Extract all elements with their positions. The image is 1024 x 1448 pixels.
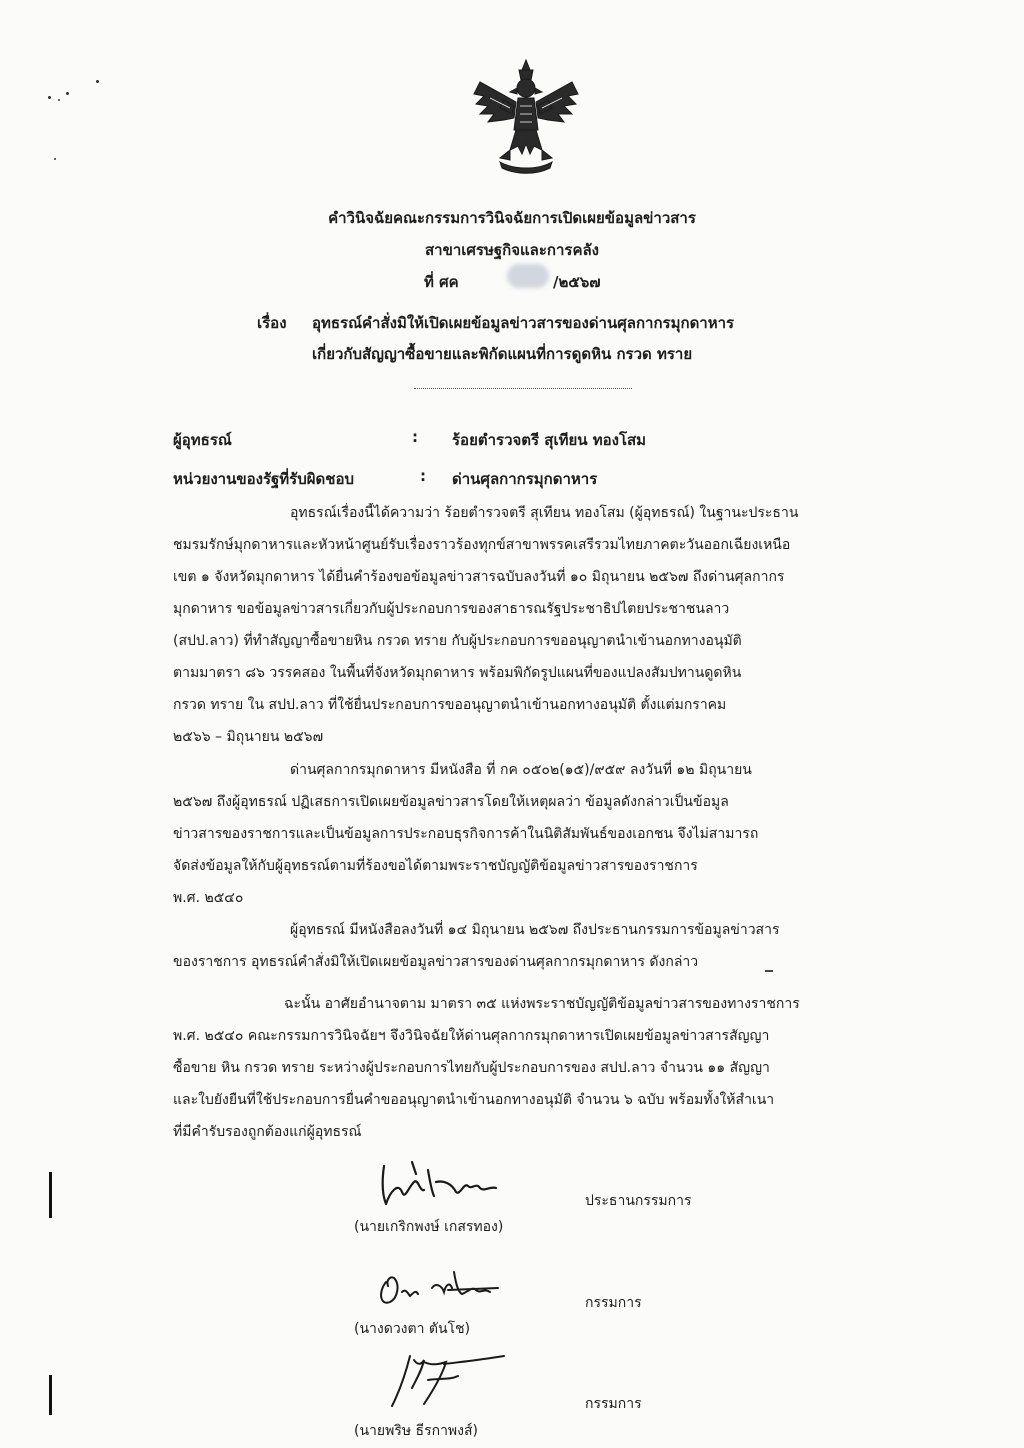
chairman-name: (นายเกริกพงษ์ เกสรทอง): [354, 1219, 504, 1235]
scan-speck: [96, 80, 99, 83]
paragraph-line: จัดส่งข้อมูลให้กับผู้อุทธรณ์ตามที่ร้องขอได้ตามพระราชบัญญัติข้อมูลข่าวสารของราชการ: [173, 858, 698, 874]
document-subtitle: สาขาเศรษฐกิจและการคลัง: [424, 241, 600, 259]
scan-speck: [58, 99, 60, 101]
appellant-name: ร้อยตำรวจตรี สุเทียน ทองโสม: [452, 431, 647, 449]
redacted-number: [507, 264, 549, 288]
reference-suffix: /๒๕๖๗: [553, 273, 601, 291]
paragraph-line: ชมรมรักษ์มุกดาหารและหัวหน้าศูนย์รับเรื่องราวร้องทุกข์สาขาพรรคเสรีรวมไทยภาคตะวันออกเฉียงเหนือ: [173, 537, 791, 553]
member-role: กรรมการ: [585, 1396, 642, 1412]
paragraph-line: พ.ศ. ๒๕๔๐ คณะกรรมการวินิจฉัยฯ จึงวินิจฉัยให้ด่านศุลกากรมุกดาหารเปิดเผยข้อมูลข่าวสารสัญญา: [173, 1028, 770, 1044]
paragraph-line: ข่าวสารของราชการและเป็นข้อมูลการประกอบธุรกิจการค้าในนิติสัมพันธ์ของเอกชน จึงไม่สามารถ: [173, 826, 759, 842]
paragraph-line: และใบยังยืนที่ใช้ประกอบการยื่นคำขออนุญาตนำเข้านอกทางอนุมัติ จำนวน ๖ ฉบับ พร้อมทั้งให้สำเนา: [173, 1092, 775, 1108]
paragraph-line: มุกดาหาร ขอข้อมูลข่าวสารเกี่ยวกับผู้ประกอบการของสาธารณรัฐประชาธิปไตยประชาชนลาว: [173, 601, 730, 617]
paragraph-line: ด่านศุลกากรมุกดาหาร มีหนังสือ ที่ กค ๐๕๐๒(๑๕)/๙๕๙ ลงวันที่ ๑๒ มิถุนายน: [290, 762, 752, 778]
garuda-emblem-icon: [470, 58, 582, 176]
paragraph-line: ผู้อุทธรณ์ มีหนังสือลงวันที่ ๑๔ มิถุนายน ๒๕๖๗ ถึงประธานกรรมการข้อมูลข่าวสาร: [290, 922, 780, 938]
chairman-signature: [372, 1152, 522, 1212]
scan-speck: [66, 92, 69, 95]
member-name: (นายพริษ ธีรกาพงส์): [354, 1423, 478, 1439]
paragraph-line: กรวด ทราย ใน สปป.ลาว ที่ใช้ยื่นประกอบการขออนุญาตนำเข้านอกทางอนุมัติ ตั้งแต่มกราคม: [173, 697, 727, 713]
paragraph-line: ๒๕๖๖ – มิถุนายน ๒๕๖๗: [173, 729, 324, 745]
divider: [414, 388, 632, 389]
paragraph-line: ฉะนั้น อาศัยอำนาจตาม มาตรา ๓๕ แห่งพระราชบัญญัติข้อมูลข่าวสารของทางราชการ: [284, 996, 800, 1012]
appellant-label: ผู้อุทธรณ์: [173, 431, 232, 449]
scan-edge-mark: [49, 1375, 52, 1415]
agency-colon: :: [420, 467, 426, 485]
paragraph-line: ของราชการ อุทธรณ์คำสั่งมิให้เปิดเผยข้อมูลข่าวสารของด่านศุลกากรมุกดาหาร ดังกล่าว: [173, 954, 699, 970]
chairman-role: ประธานกรรมการ: [585, 1193, 692, 1209]
paragraph-line: ซื้อขาย หิน กรวด ทราย ระหว่างผู้ประกอบการไทยกับผู้ประกอบการของ สปป.ลาว จำนวน ๑๑ สัญญา: [173, 1060, 770, 1076]
member-signature: [384, 1352, 514, 1410]
paragraph-line: ตามมาตรา ๘๖ วรรคสอง ในพื้นที่จังหวัดมุกดาหาร พร้อมพิกัดรูปแผนที่ของแปลงสัมปทานดูดหิน: [173, 665, 742, 681]
paragraph-line: (สปป.ลาว) ที่ทำสัญญาซื้อขายหิน กรวด ทราย กับผู้ประกอบการขออนุญาตนำเข้านอกทางอนุมัติ: [173, 633, 742, 649]
scan-mark: [765, 970, 773, 972]
paragraph-line: พ.ศ. ๒๕๔๐: [173, 890, 244, 906]
member-name: (นางดวงตา ตันโช): [354, 1321, 471, 1337]
appellant-colon: :: [412, 428, 418, 446]
member-signature: [372, 1262, 522, 1312]
paragraph-line: เขต ๑ จังหวัดมุกดาหาร ได้ยื่นคำร้องขอข้อมูลข่าวสารฉบับลงวันที่ ๑๐ มิถุนายน ๒๕๖๗ ถึงด่านศุลกากร: [173, 569, 785, 585]
document-title: คำวินิจฉัยคณะกรรมการวินิจฉัยการเปิดเผยข้อมูลข่าวสาร: [328, 209, 696, 227]
agency-name: ด่านศุลกากรมุกดาหาร: [452, 470, 598, 488]
reference-prefix: ที่ ศค: [424, 273, 459, 291]
scan-speck: [54, 158, 56, 160]
agency-label: หน่วยงานของรัฐที่รับผิดชอบ: [173, 470, 354, 488]
paragraph-line: ๒๕๖๗ ถึงผู้อุทธรณ์ ปฏิเสธการเปิดเผยข้อมูลข่าวสารโดยให้เหตุผลว่า ข้อมูลดังกล่าวเป็นข้อมูล: [173, 794, 729, 810]
scan-edge-mark: [49, 1172, 52, 1218]
paragraph-line: ที่มีคำรับรองถูกต้องแก่ผู้อุทธรณ์: [173, 1124, 362, 1140]
subject-label: เรื่อง: [257, 314, 287, 332]
subject-line-1: อุทธรณ์คำสั่งมิให้เปิดเผยข้อมูลข่าวสารของด่านศุลกากรมุกดาหาร: [312, 314, 735, 332]
member-role: กรรมการ: [585, 1295, 642, 1311]
scan-speck: [48, 96, 51, 99]
subject-line-2: เกี่ยวกับสัญญาซื้อขายและพิกัดแผนที่การดูดหิน กรวด ทราย: [312, 345, 693, 363]
paragraph-line: อุทธรณ์เรื่องนี้ได้ความว่า ร้อยตำรวจตรี สุเทียน ทองโสม (ผู้อุทธรณ์) ในฐานะประธาน: [290, 505, 799, 521]
